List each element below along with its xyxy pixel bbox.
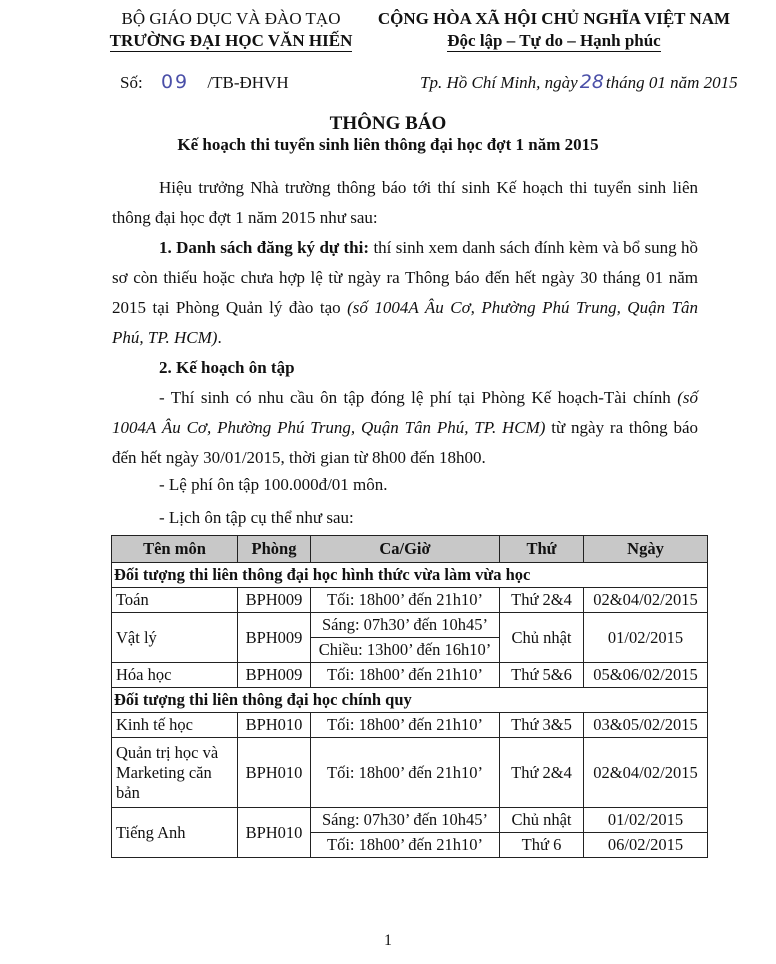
review-schedule-table (111, 535, 708, 858)
cell-session: Tối: 18h00’ đến 21h10’ (311, 588, 500, 613)
header-weekday: Thứ (500, 536, 584, 563)
cell-session: Chiều: 13h00’ đến 16h10’ (311, 638, 500, 663)
section-2-text-a: - Thí sinh có nhu cầu ôn tập đóng lệ phí tại Phòng Kế hoạch-Tài chính (159, 388, 671, 407)
header-room: Phòng (238, 536, 311, 563)
cell-subject: Kinh tế học (112, 713, 238, 738)
intro-paragraph: Hiệu trưởng Nhà trường thông báo tới thí sinh Kế hoạch thi tuyển sinh liên thông đại học đợt 1 năm 2015 như sau: (112, 178, 698, 227)
section-2-text-b: từ ngày ra thông báo đến hết ngày 30/01/2015, thời gian từ 8h00 đến 18h00. (112, 418, 699, 467)
reference-label: Số: (120, 73, 143, 92)
cell-date: 01/02/2015 (584, 613, 708, 663)
cell-weekday: Thứ 2&4 (500, 738, 584, 808)
reference-number (120, 71, 289, 93)
cell-date: 02&04/02/2015 (584, 588, 708, 613)
cell-session: Tối: 18h00’ đến 21h10’ (311, 713, 500, 738)
cell-room: BPH009 (238, 663, 311, 688)
date-prefix: Tp. Hồ Chí Minh, ngày (420, 73, 578, 92)
group-label-part-time: Đối tượng thi liên thông đại học hình thức vừa làm vừa học (112, 563, 708, 588)
table-row (112, 588, 708, 613)
cell-subject: Hóa học (112, 663, 238, 688)
cell-session: Sáng: 07h30’ đến 10h45’ (311, 808, 500, 833)
group-row (112, 688, 708, 713)
cell-subject: Toán (112, 588, 238, 613)
cell-room: BPH010 (238, 713, 311, 738)
cell-subject: Quản trị học và Marketing căn bản (112, 738, 238, 808)
cell-session: Tối: 18h00’ đến 21h10’ (311, 833, 500, 858)
cell-weekday: Thứ 2&4 (500, 588, 584, 613)
cell-room: BPH009 (238, 613, 311, 663)
cell-session: Tối: 18h00’ đến 21h10’ (311, 663, 500, 688)
cell-subject: Tiếng Anh (112, 808, 238, 858)
section-1-address: (số 1004A Âu Cơ, Phường Phú Trung, Quận Tân Phú, TP. HCM) (112, 298, 698, 347)
section-1-end: . (217, 328, 222, 347)
ministry-name: BỘ GIÁO DỤC VÀ ĐÀO TẠO (121, 9, 341, 28)
group-row (112, 563, 708, 588)
section-1-text: thí sinh xem danh sách đính kèm và bổ sung hồ sơ còn thiếu hoặc chưa hợp lệ từ ngày ra Thông báo đến hết ngày 30 tháng 01 năm 2015 tại Phòng Quản lý đào tạo (112, 238, 699, 317)
date-handwritten-day: 28 (579, 71, 604, 93)
header-date: Ngày (584, 536, 708, 563)
national-motto: Độc lập – Tự do – Hạnh phúc (447, 31, 661, 50)
schedule-intro: - Lịch ôn tập cụ thể như sau: (159, 508, 354, 527)
cell-weekday: Thứ 3&5 (500, 713, 584, 738)
header-session: Ca/Giờ (311, 536, 500, 563)
section-1-paragraph (112, 233, 698, 353)
cell-weekday: Chủ nhật (500, 808, 584, 833)
table-row (112, 808, 708, 833)
table-header-row (112, 536, 708, 563)
cell-date: 02&04/02/2015 (584, 738, 708, 808)
section-1-heading: 1. Danh sách đăng ký dự thi: (159, 238, 370, 257)
cell-room: BPH010 (238, 738, 311, 808)
table-row (112, 713, 708, 738)
school-name: TRƯỜNG ĐẠI HỌC VĂN HIẾN (109, 31, 353, 50)
reference-handwritten-number: 09 (160, 71, 190, 93)
cell-weekday: Chủ nhật (500, 613, 584, 663)
section-2-address: (số 1004A Âu Cơ, Phường Phú Trung, Quận Tân Phú, TP. HCM) (112, 388, 699, 437)
section-2-paragraph-1 (112, 383, 698, 473)
table-row (112, 738, 708, 808)
cell-session: Sáng: 07h30’ đến 10h45’ (311, 613, 500, 638)
document-subtitle: Kế hoạch thi tuyển sinh liên thông đại học đợt 1 năm 2015 (177, 135, 599, 154)
cell-date: 01/02/2015 (584, 808, 708, 833)
cell-subject: Vật lý (112, 613, 238, 663)
cell-date: 06/02/2015 (584, 833, 708, 858)
document-title: THÔNG BÁO (329, 113, 447, 134)
cell-room: BPH009 (238, 588, 311, 613)
section-2-heading: 2. Kế hoạch ôn tập (159, 358, 295, 377)
document-date (420, 71, 738, 93)
group-label-regular: Đối tượng thi liên thông đại học chính quy (112, 688, 708, 713)
country-name: CỘNG HÒA XÃ HỘI CHỦ NGHĨA VIỆT NAM (377, 9, 731, 28)
cell-room: BPH010 (238, 808, 311, 858)
date-rest: tháng 01 năm 2015 (605, 73, 738, 92)
table-row (112, 613, 708, 638)
page-number: 1 (384, 932, 392, 949)
cell-date: 03&05/02/2015 (584, 713, 708, 738)
cell-session: Tối: 18h00’ đến 21h10’ (311, 738, 500, 808)
header-subject: Tên môn (112, 536, 238, 563)
cell-date: 05&06/02/2015 (584, 663, 708, 688)
issuer-block (108, 8, 354, 52)
cell-weekday: Thứ 6 (500, 833, 584, 858)
fee-line: - Lệ phí ôn tập 100.000đ/01 môn. (159, 475, 388, 494)
reference-suffix: /TB-ĐHVH (207, 73, 289, 92)
national-header (368, 8, 740, 52)
cell-weekday: Thứ 5&6 (500, 663, 584, 688)
table-row (112, 663, 708, 688)
